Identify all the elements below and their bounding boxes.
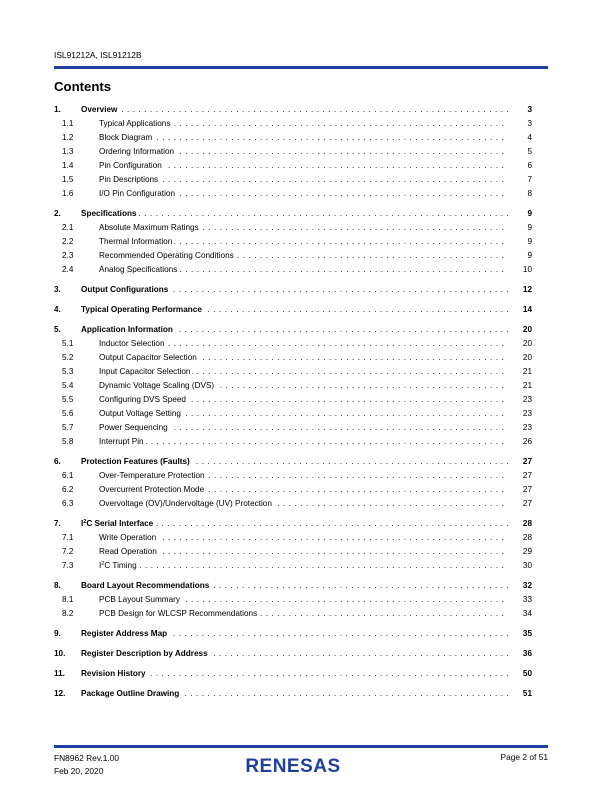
toc-entry-number: 5.2: [62, 353, 74, 362]
toc-entry-number: 5.3: [62, 367, 74, 376]
toc-entry-title-text: Typical Operating Performance: [81, 305, 202, 314]
toc-entry-title-wrap: [81, 687, 508, 701]
toc-entry[interactable]: [54, 103, 532, 117]
toc-entry-title-prefix: I: [81, 519, 84, 528]
toc-entry[interactable]: [54, 263, 532, 277]
toc-entry-title-text: Recommended Operating Conditions: [99, 251, 234, 260]
toc-entry-title: [99, 265, 179, 274]
toc-entry[interactable]: [54, 221, 532, 235]
toc-entry-title-wrap: [99, 545, 508, 559]
toc-entry-title-text: Configuring DVS Speed: [99, 395, 186, 404]
toc-entry-title-text: Specifications: [81, 209, 137, 218]
toc-entry-page: 9: [527, 223, 532, 232]
toc-entry-title-text: Overcurrent Protection Mode: [99, 485, 205, 494]
toc-entry-title: [99, 547, 159, 556]
toc-entry-number: 5.4: [62, 381, 74, 390]
toc-entry[interactable]: [54, 579, 532, 593]
toc-entry-page: 23: [522, 395, 532, 404]
toc-entry-number: 8.2: [62, 609, 74, 618]
toc-entry-page: 21: [522, 381, 532, 390]
toc-entry[interactable]: [54, 469, 532, 483]
header-rule: [54, 66, 548, 69]
toc-entry-number: 6.3: [62, 499, 74, 508]
toc-entry-number: 10.: [54, 649, 66, 658]
toc-entry-title-wrap: [99, 531, 508, 545]
toc-entry[interactable]: [54, 159, 532, 173]
toc-entry-title-wrap: [99, 435, 508, 449]
toc-entry-page: 27: [522, 499, 532, 508]
toc-entry-number: 1.2: [62, 133, 74, 142]
toc-entry-title: [99, 175, 160, 184]
toc-entry-title: [99, 367, 192, 376]
toc-entry-page: 6: [527, 161, 532, 170]
toc-entry-page: 27: [522, 485, 532, 494]
toc-entry-title-superscript: 2: [83, 519, 87, 525]
toc-entry-title-text: Output Voltage Setting: [99, 409, 181, 418]
toc-entry-page: 7: [527, 175, 532, 184]
toc-entry-title: [99, 561, 139, 570]
toc-entry-title: [99, 437, 146, 446]
toc-entry-title-text: Power Sequencing: [99, 423, 168, 432]
toc-entry-title-text: Interrupt Pin: [99, 437, 144, 446]
toc-entry-title-wrap: [99, 145, 508, 159]
toc-entry-page: 4: [527, 133, 532, 142]
toc-entry-title: [81, 689, 181, 698]
footer-page-number: Page 2 of 51: [500, 752, 548, 762]
toc-entry-title: [99, 395, 188, 404]
toc-entry-title-text: Overview: [81, 105, 118, 114]
toc-entry-title: [99, 251, 236, 260]
toc-entry-title-text: Over-Temperature Protection: [99, 471, 205, 480]
toc-entry-number: 7.2: [62, 547, 74, 556]
toc-entry-page: 20: [522, 339, 532, 348]
toc-entry-number: 8.1: [62, 595, 74, 604]
toc-entry-number: 4.: [54, 305, 61, 314]
toc-entry-title-text: Input Capacitor Selection: [99, 367, 191, 376]
toc-entry-title-text: Package Outline Drawing: [81, 689, 180, 698]
toc-entry-page: 21: [522, 367, 532, 376]
toc-entry-page: 28: [522, 533, 532, 542]
toc-entry-page: 35: [522, 629, 532, 638]
toc-entry-title-text: I/O Pin Configuration: [99, 189, 176, 198]
toc-entry-page: 5: [527, 147, 532, 156]
toc-entry-page: 3: [527, 105, 532, 114]
toc-entry-title-wrap: [99, 173, 508, 187]
toc-entry-title-wrap: [81, 455, 508, 469]
toc-entry-title: [99, 423, 170, 432]
toc-entry[interactable]: [54, 351, 532, 365]
toc-entry-title: [81, 519, 155, 528]
toc-entry-title: [81, 209, 139, 218]
toc-entry-title-text: Dynamic Voltage Scaling (DVS): [99, 381, 215, 390]
toc-entry-page: 3: [527, 119, 532, 128]
toc-entry-title-text: Revision History: [81, 669, 146, 678]
toc-entry-title: [81, 649, 210, 658]
toc-entry[interactable]: [54, 365, 532, 379]
toc-entry[interactable]: [54, 497, 532, 511]
toc-entry-title-text: C Timing: [104, 561, 137, 570]
renesas-logo-text: RENESAS: [245, 756, 341, 776]
toc-entry-title-wrap: [81, 517, 508, 531]
toc-entry-title-text: Pin Descriptions: [99, 175, 159, 184]
toc-entry-page: 23: [522, 409, 532, 418]
toc-entry-title-wrap: [99, 187, 508, 201]
toc-entry[interactable]: [54, 393, 532, 407]
toc-entry-page: 27: [522, 457, 532, 466]
toc-entry-title: [99, 223, 201, 232]
toc-entry-page: 26: [522, 437, 532, 446]
toc-entry-title-text: Block Diagram: [99, 133, 153, 142]
toc-entry-title-wrap: [99, 593, 508, 607]
toc-entry-title: [81, 305, 204, 314]
toc-entry-page: 9: [527, 251, 532, 260]
toc-entry-title-text: Pin Configuration: [99, 161, 162, 170]
toc-entry-number: 5.5: [62, 395, 74, 404]
toc-entry-title: [81, 285, 170, 294]
toc-entry-title-text: Inductor Selection: [99, 339, 165, 348]
toc-entry-title-wrap: [81, 579, 508, 593]
toc-entry-title: [99, 595, 182, 604]
toc-entry-number: 1.3: [62, 147, 74, 156]
toc-entry-title-wrap: [81, 283, 508, 297]
toc-entry-title-text: Register Description by Address: [81, 649, 208, 658]
toc-entry-title-wrap: [81, 103, 508, 117]
toc-entry-number: 2.: [54, 209, 61, 218]
toc-entry-title-text: Read Operation: [99, 547, 157, 556]
toc-entry-title: [99, 353, 199, 362]
toc-entry-number: 5.7: [62, 423, 74, 432]
toc-entry[interactable]: [54, 517, 532, 531]
toc-entry-title: [99, 499, 274, 508]
toc-entry[interactable]: [54, 559, 532, 573]
toc-entry-title-text: Overvoltage (OV)/Undervoltage (UV) Protection: [99, 499, 272, 508]
toc-entry-title: [99, 147, 176, 156]
toc-entry-title-wrap: [99, 221, 508, 235]
toc-entry-title: [81, 581, 211, 590]
toc-entry-title-text: Output Configurations: [81, 285, 169, 294]
toc-entry-title-wrap: [81, 207, 508, 221]
toc-entry-title-text: Write Operation: [99, 533, 157, 542]
toc-entry-title-wrap: [99, 235, 508, 249]
toc-entry-title: [99, 381, 216, 390]
toc-entry-title-wrap: [99, 379, 508, 393]
toc-entry-number: 2.1: [62, 223, 74, 232]
toc-entry-title-wrap: [99, 497, 508, 511]
toc-entry-number: 1.6: [62, 189, 74, 198]
toc-entry-title: [99, 485, 206, 494]
toc-entry-page: 20: [522, 325, 532, 334]
toc-entry-page: 12: [522, 285, 532, 294]
toc-entry-title-text: Application Information: [81, 325, 173, 334]
toc-entry[interactable]: [54, 379, 532, 393]
toc-entry[interactable]: [54, 627, 532, 641]
toc-entry-number: 9.: [54, 629, 61, 638]
toc-entry-title: [99, 119, 172, 128]
toc-entry-number: 1.5: [62, 175, 74, 184]
toc-entry-number: 11.: [54, 669, 65, 678]
toc-entry-title-wrap: [99, 131, 508, 145]
document-header-title: ISL91212A, ISL91212B: [54, 50, 142, 60]
toc-entry[interactable]: [54, 235, 532, 249]
toc-entry-title: [81, 105, 119, 114]
toc-entry-page: 8: [527, 189, 532, 198]
toc-entry[interactable]: [54, 407, 532, 421]
toc-entry-page: 14: [522, 305, 532, 314]
toc-entry-title-wrap: [99, 337, 508, 351]
toc-entry-page: 33: [522, 595, 532, 604]
toc-entry-number: 1.4: [62, 161, 74, 170]
toc-entry-title-wrap: [99, 249, 508, 263]
toc-entry-title-wrap: [99, 607, 508, 621]
toc-entry-title-wrap: [99, 351, 508, 365]
toc-entry[interactable]: [54, 173, 532, 187]
toc-entry[interactable]: [54, 421, 532, 435]
toc-entry-title-wrap: [99, 483, 508, 497]
toc-entry-page: 30: [522, 561, 532, 570]
toc-entry-page: 23: [522, 423, 532, 432]
toc-entry-title: [99, 533, 158, 542]
toc-entry-title-text: Ordering Information: [99, 147, 175, 156]
footer-rule: [54, 745, 548, 748]
toc-entry-title-wrap: [99, 421, 508, 435]
toc-entry-title-text: C Serial Interface: [86, 519, 154, 528]
toc-entry-number: 2.3: [62, 251, 74, 260]
toc-entry[interactable]: [54, 283, 532, 297]
toc-entry-number: 2.4: [62, 265, 74, 274]
toc-entry-number: 1.: [54, 105, 61, 114]
toc-entry-number: 7.1: [62, 533, 74, 542]
toc-entry-number: 7.: [54, 519, 61, 528]
table-of-contents: [54, 103, 532, 701]
toc-entry-title-text: Thermal Information: [99, 237, 173, 246]
toc-entry[interactable]: [54, 207, 532, 221]
toc-entry-number: 6.2: [62, 485, 74, 494]
toc-entry-title-wrap: [99, 469, 508, 483]
toc-entry[interactable]: [54, 337, 532, 351]
toc-entry-number: 8.: [54, 581, 61, 590]
toc-entry-page: 50: [522, 669, 532, 678]
toc-entry[interactable]: [54, 593, 532, 607]
toc-entry-title-text: Analog Specifications: [99, 265, 178, 274]
toc-entry-title: [81, 457, 192, 466]
toc-entry-title: [99, 409, 183, 418]
toc-entry-number: 6.: [54, 457, 61, 466]
toc-entry-title-wrap: [81, 647, 508, 661]
toc-entry-number: 5.8: [62, 437, 74, 446]
toc-entry-page: 10: [522, 265, 532, 274]
toc-entry-title-text: Register Address Map: [81, 629, 168, 638]
toc-entry-title: [81, 669, 148, 678]
toc-entry-page: 27: [522, 471, 532, 480]
toc-entry[interactable]: [54, 249, 532, 263]
toc-entry-title-text: Typical Applications: [99, 119, 171, 128]
toc-entry-number: 5.6: [62, 409, 74, 418]
footer-doc-info: [54, 752, 119, 778]
toc-entry-title-wrap: [81, 323, 508, 337]
toc-entry-title-wrap: [99, 159, 508, 173]
toc-entry-title-wrap: [99, 365, 508, 379]
toc-entry-title: [99, 189, 177, 198]
toc-entry-title-wrap: [81, 667, 508, 681]
toc-entry-page: 28: [522, 519, 532, 528]
toc-entry-title-wrap: [99, 407, 508, 421]
toc-entry-title: [99, 133, 154, 142]
toc-entry[interactable]: [54, 131, 532, 145]
toc-entry-page: 32: [522, 581, 532, 590]
toc-entry[interactable]: [54, 545, 532, 559]
toc-entry[interactable]: [54, 435, 532, 449]
toc-entry-number: 7.3: [62, 561, 74, 570]
toc-entry-title-prefix: I: [99, 561, 102, 570]
toc-entry-title-wrap: [99, 117, 508, 131]
toc-entry[interactable]: [54, 145, 532, 159]
toc-entry-title-text: Board Layout Recommendations: [81, 581, 210, 590]
toc-entry-page: 51: [522, 689, 532, 698]
toc-entry-page: 34: [522, 609, 532, 618]
toc-entry-number: 1.1: [62, 119, 74, 128]
toc-entry-title: [99, 161, 164, 170]
toc-entry-number: 6.1: [62, 471, 74, 480]
toc-entry-number: 5.: [54, 325, 61, 334]
toc-entry-page: 9: [527, 237, 532, 246]
toc-entry-page: 36: [522, 649, 532, 658]
toc-entry-page: 9: [527, 209, 532, 218]
toc-entry-title-wrap: [99, 559, 508, 573]
toc-entry-title-wrap: [81, 627, 508, 641]
toc-entry[interactable]: [54, 187, 532, 201]
toc-entry-title: [81, 629, 169, 638]
toc-entry[interactable]: [54, 303, 532, 317]
toc-entry-title: [99, 471, 207, 480]
toc-entry-title-superscript: 2: [101, 561, 105, 567]
renesas-logo: [232, 754, 354, 776]
toc-entry-title-text: Output Capacitor Selection: [99, 353, 197, 362]
toc-entry-number: 12.: [54, 689, 66, 698]
toc-entry-title-wrap: [99, 393, 508, 407]
toc-entry[interactable]: [54, 607, 532, 621]
contents-heading: Contents: [54, 79, 112, 94]
toc-entry-title-text: PCB Layout Summary: [99, 595, 180, 604]
footer-date: Feb 20, 2020: [54, 766, 104, 776]
toc-entry-title-wrap: [81, 303, 508, 317]
toc-entry-title-text: Absolute Maximum Ratings: [99, 223, 199, 232]
toc-entry-title: [99, 339, 167, 348]
toc-entry[interactable]: [54, 455, 532, 469]
toc-entry[interactable]: [54, 531, 532, 545]
toc-entry-number: 3.: [54, 285, 61, 294]
toc-entry[interactable]: [54, 687, 532, 701]
toc-entry-title-text: Protection Features (Faults): [81, 457, 190, 466]
toc-entry-title-text: PCB Design for WLCSP Recommendations: [99, 609, 258, 618]
toc-entry-page: 29: [522, 547, 532, 556]
footer-doc-number: FN8962 Rev.1.00: [54, 753, 120, 763]
toc-entry-title: [99, 237, 174, 246]
toc-entry-title: [99, 609, 259, 618]
toc-entry-number: 2.2: [62, 237, 74, 246]
toc-entry-title-wrap: [99, 263, 508, 277]
toc-entry[interactable]: [54, 483, 532, 497]
toc-entry-number: 5.1: [62, 339, 74, 348]
toc-entry-page: 20: [522, 353, 532, 362]
toc-entry[interactable]: [54, 117, 532, 131]
toc-entry[interactable]: [54, 323, 532, 337]
toc-entry[interactable]: [54, 647, 532, 661]
toc-entry[interactable]: [54, 667, 532, 681]
toc-entry-title: [81, 325, 175, 334]
